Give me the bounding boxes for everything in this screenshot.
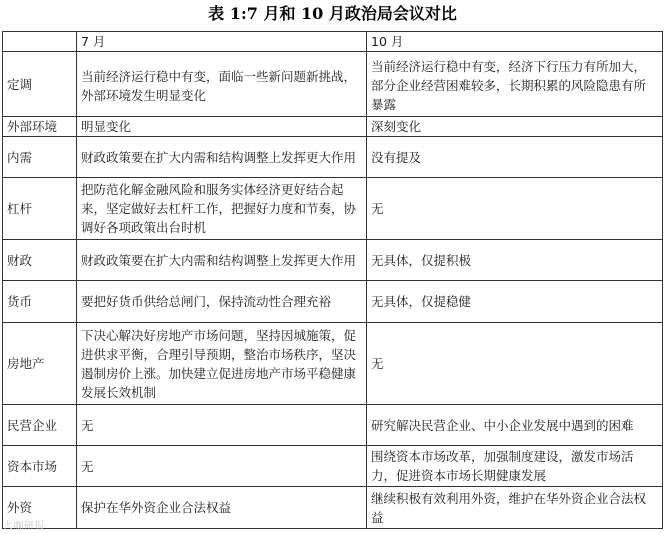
row-july: 无 — [77, 405, 367, 446]
table-row — [3, 323, 663, 405]
row-october: 继续积极有效利用外资，维护在华外资企业合法权益 — [367, 487, 663, 529]
header-october: 10 月 — [367, 32, 663, 52]
row-october: 无 — [367, 178, 663, 240]
row-october: 无具体，仅提稳健 — [367, 281, 663, 323]
table-row — [3, 281, 663, 323]
row-july: 要把好货币供给总闸门，保持流动性合理充裕 — [77, 281, 367, 323]
row-july: 财政政策要在扩大内需和结构调整上发挥更大作用 — [77, 240, 367, 281]
table-row — [3, 405, 663, 446]
row-topic: 内需 — [3, 137, 77, 178]
row-topic: 货币 — [3, 281, 77, 323]
table-row — [3, 240, 663, 281]
row-october: 围绕资本市场改革，加强制度建设，激发市场活力，促进资本市场长期健康发展 — [367, 446, 663, 487]
table-row — [3, 137, 663, 178]
row-october: 无 — [367, 323, 663, 405]
row-july: 下决心解决好房地产市场问题，坚持因城施策，促进供求平衡，合理引导预期，整治市场秩序，坚决遏制房价上涨。加快建立促进房地产市场平稳健康发展长效机制 — [77, 323, 367, 405]
row-topic: 杠杆 — [3, 178, 77, 240]
row-october: 深刻变化 — [367, 117, 663, 137]
table-row — [3, 446, 663, 487]
row-topic: 财政 — [3, 240, 77, 281]
row-july: 无 — [77, 446, 367, 487]
row-july: 把防范化解金融风险和服务实体经济更好结合起来，坚定做好去杠杆工作，把握好力度和节奏，协调好各项政策出台时机 — [77, 178, 367, 240]
row-topic: 定调 — [3, 52, 77, 117]
comparison-table — [2, 31, 663, 529]
table-row — [3, 178, 663, 240]
row-july: 明显变化 — [77, 117, 367, 137]
row-july: 保护在华外资企业合法权益 — [77, 487, 367, 529]
row-july: 财政政策要在扩大内需和结构调整上发挥更大作用 — [77, 137, 367, 178]
table-row — [3, 52, 663, 117]
row-october: 没有提及 — [367, 137, 663, 178]
row-october: 当前经济运行稳中有变，经济下行压力有所加大，部分企业经营困难较多，长期积累的风险隐患有所暴露 — [367, 52, 663, 117]
row-october: 无具体，仅提积极 — [367, 240, 663, 281]
row-topic: 外资 — [3, 487, 77, 529]
table-header-row — [3, 32, 663, 52]
header-july: 7 月 — [77, 32, 367, 52]
row-topic: 资本市场 — [3, 446, 77, 487]
watermark: 大咖研报 — [3, 521, 45, 532]
table-title: 表 1:7 月和 10 月政治局会议对比 — [208, 4, 457, 23]
row-july: 当前经济运行稳中有变，面临一些新问题新挑战，外部环境发生明显变化 — [77, 52, 367, 117]
table-row — [3, 487, 663, 529]
row-topic: 民营企业 — [3, 405, 77, 446]
row-october: 研究解决民营企业、中小企业发展中遇到的困难 — [367, 405, 663, 446]
header-topic — [3, 32, 77, 52]
table-row — [3, 117, 663, 137]
row-topic: 外部环境 — [3, 117, 77, 137]
row-topic: 房地产 — [3, 323, 77, 405]
